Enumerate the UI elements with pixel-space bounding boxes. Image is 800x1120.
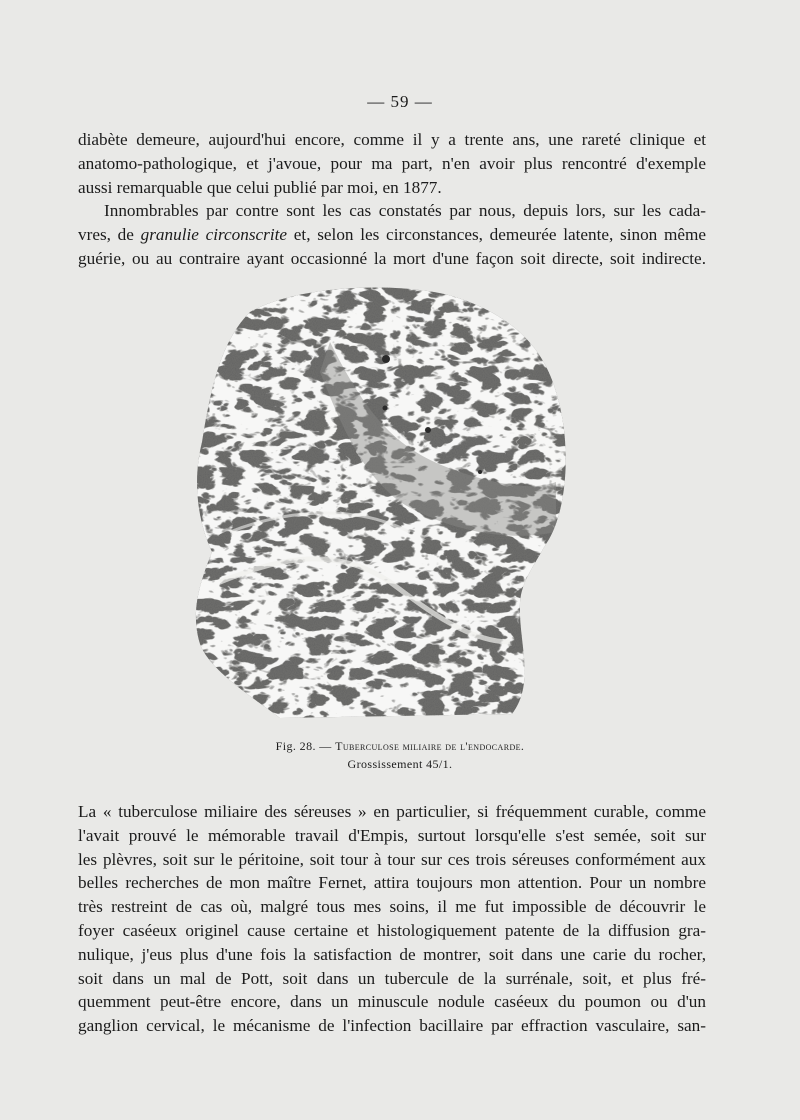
text-line: l'avait prouvé le mémorable travail d'Empis, surtout lorsqu'elle s'est semée, soit sur [78,825,706,845]
paragraph-1 [78,128,706,199]
text-line: les plèvres, soit sur le péritoine, soit tour à tour sur ces trois séreuses conformément aux [78,849,706,869]
text-line: nulique, j'eus plus d'une fois la satisfaction de montrer, soit dans une carie du rocher, [78,944,706,964]
figure-title: Tuberculose miliaire de l'endocarde. [335,739,525,753]
text-line: aussi remarquable que celui publié par moi, en 1877. [78,177,442,197]
text-line: belles recherches de mon maître Fernet, attira toujours mon attention. Pour un nombre [78,873,706,893]
text-line: diabète demeure, aujourd'hui encore, comme il y a trente ans, une rareté clinique et [78,130,706,149]
text-line: anatomo-pathologique, et j'avoue, pour ma part, n'en avoir plus rencontré d'exemple [78,153,706,173]
text-line: soit dans un mal de Pott, soit dans un tubercule de la surrénale, soit, et plus fré- [78,968,706,988]
text-line: très restreint de cas où, malgré tous mes soins, il me fut impossible de découvrir le [78,897,706,917]
endocardium-micrograph-image [190,282,578,722]
text-line: guérie, ou au contraire ayant occasionné la mort d'une façon soit directe, soit indirecte. [78,248,706,268]
text-line-with-italic: vres, de granulie circonscrite et, selon les circonstances, demeurée latente, sinon même [78,224,706,244]
paragraph-3 [78,800,706,1038]
italic-term: granulie circonscrite [140,224,288,244]
paragraph-2 [78,199,706,270]
figure-caption [0,739,800,754]
figure-magnification: Grossissement 45/1. [347,757,453,771]
micrograph-figure [190,282,578,722]
text-line: quemment peut-être encore, dans un minuscule nodule caséeux du poumon ou d'un [78,992,706,1012]
text-line: La « tuberculose miliaire des séreuses » en particulier, si fréquemment curable, comme [78,802,706,821]
page-number: — 59 — [367,92,433,111]
text-line: foyer caséeux originel cause certaine et histologiquement patente de la diffusion gra- [78,920,706,940]
text-line: Innombrables par contre sont les cas constatés par nous, depuis lors, sur les cada- [104,201,706,220]
figure-number: Fig. 28. — [275,739,332,753]
text-line: ganglion cervical, le mécanisme de l'infection bacillaire par effraction vasculaire, san- [78,1016,706,1036]
